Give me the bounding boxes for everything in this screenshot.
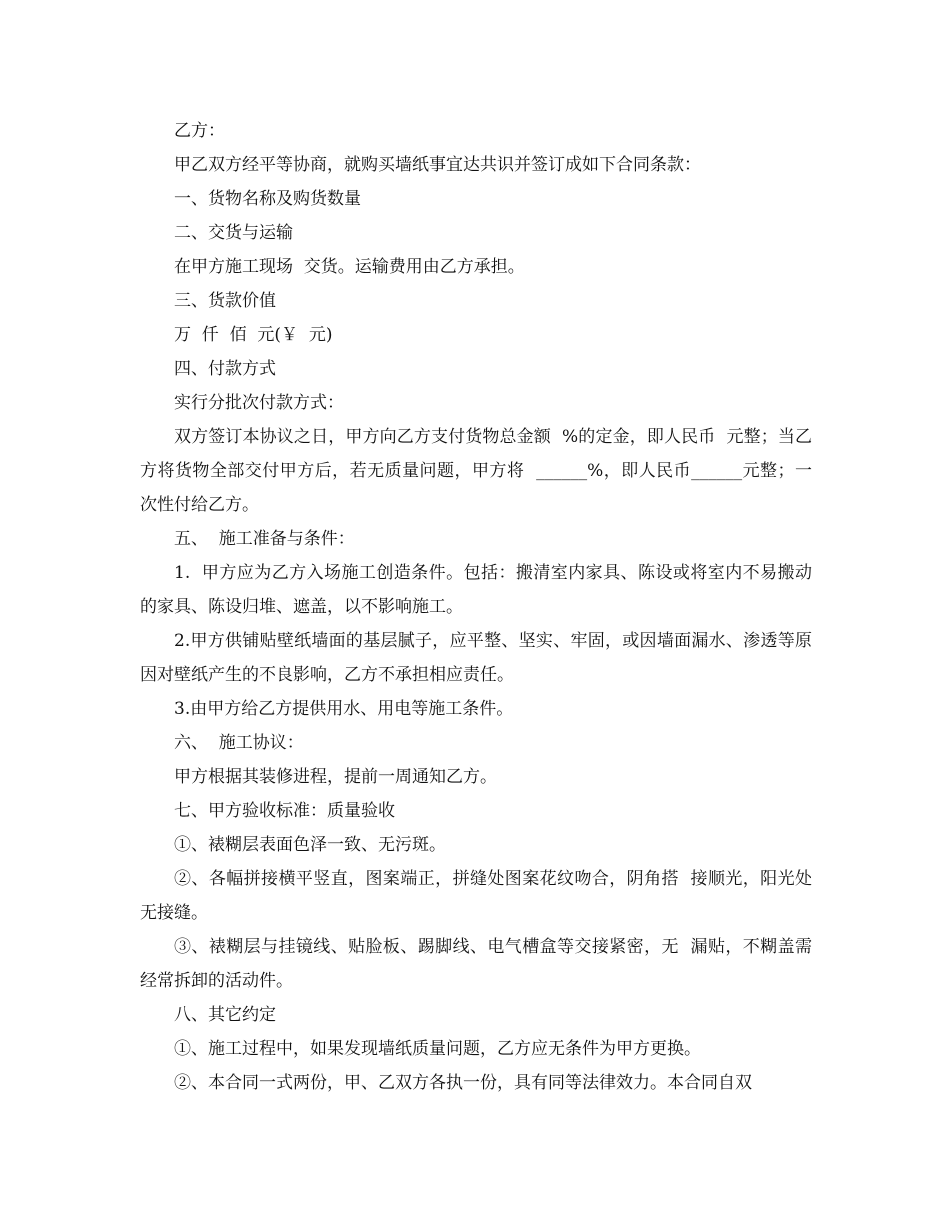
section-heading-price: 三、货款价值 [174, 291, 276, 311]
acceptance-item-2: ②、各幅拼接横平竖直，图案端正，拼缝处图案花纹吻合，阴角搭 接顺光，阳光处无接缝。 [140, 869, 812, 923]
other-item-1: ①、施工过程中，如果发现墙纸质量问题，乙方应无条件为甲方更换。 [174, 1039, 701, 1059]
section-heading-agreement: 六、 施工协议： [174, 733, 304, 753]
section-heading-acceptance: 七、甲方验收标准：质量验收 [174, 801, 395, 821]
payment-method-line: 实行分批次付款方式： [174, 393, 344, 413]
preparation-item-1: 1. 甲方应为乙方入场施工创造条件。包括：搬清室内家具、陈设或将室内不易搬动的家具、陈设归堆、遮盖，以不影响施工。 [140, 563, 812, 617]
contract-body [140, 114, 812, 1100]
payment-terms-paragraph: 双方签订本协议之日，甲方向乙方支付货物总金额 %的定金，即人民币 元整；当乙方将货物全部交付甲方后，若无质量问题，甲方将 ______%，即人民币______元整；一次性付给乙方。 [140, 427, 812, 515]
preparation-item-3: 3.由甲方给乙方提供用水、用电等施工条件。 [174, 699, 514, 719]
preparation-item-2: 2.甲方供铺贴壁纸墙面的基层腻子，应平整、坚实、牢固，或因墙面漏水、渗透等原因对壁纸产生的不良影响，乙方不承担相应责任。 [140, 631, 812, 685]
party-b-line: 乙方： [174, 121, 225, 141]
price-line: 万 仟 佰 元(￥ 元) [174, 325, 333, 345]
section-heading-preparation: 五、 施工准备与条件： [174, 529, 355, 549]
other-item-2: ②、本合同一式两份，甲、乙双方各执一份，具有同等法律效力。本合同自双 [174, 1073, 752, 1093]
section-heading-goods: 一、货物名称及购货数量 [174, 189, 361, 209]
delivery-paragraph: 在甲方施工现场 交货。运输费用由乙方承担。 [174, 257, 525, 277]
preamble-paragraph: 甲乙双方经平等协商，就购买墙纸事宜达共识并签订成如下合同条款： [174, 155, 701, 175]
acceptance-item-1: ①、裱糊层表面色泽一致、无污斑。 [174, 835, 446, 855]
section-heading-other: 八、其它约定 [174, 1005, 276, 1025]
agreement-paragraph: 甲方根据其装修进程，提前一周通知乙方。 [174, 767, 497, 787]
section-heading-delivery: 二、交货与运输 [174, 223, 293, 243]
section-heading-payment: 四、付款方式 [174, 359, 276, 379]
acceptance-item-3: ③、裱糊层与挂镜线、贴脸板、踢脚线、电气槽盒等交接紧密，无 漏贴，不糊盖需经常拆卸的活动件。 [140, 937, 812, 991]
